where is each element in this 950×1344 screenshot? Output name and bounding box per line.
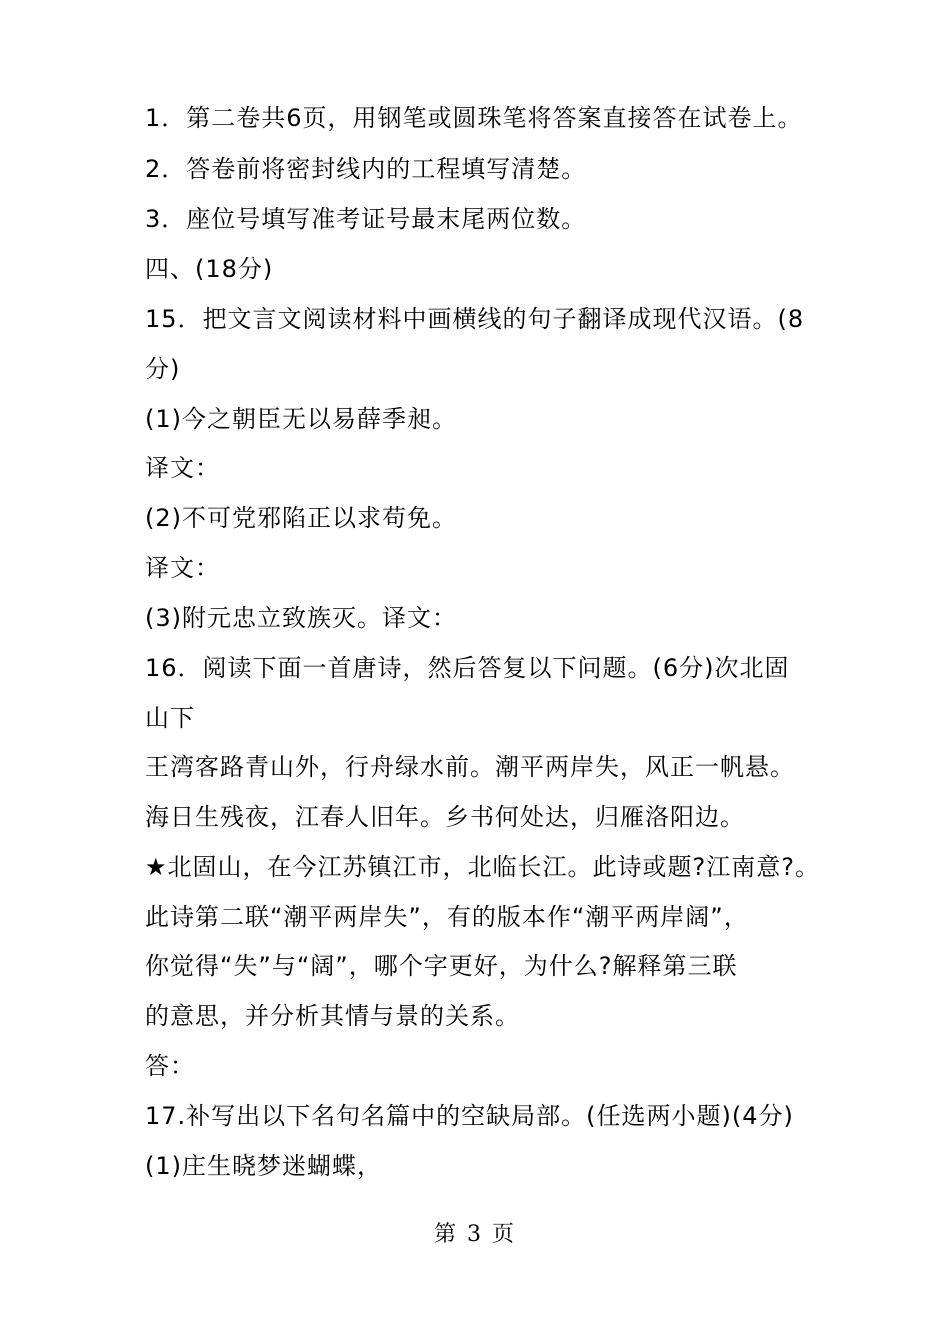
- question-16-prompt-3: 的意思，并分析其情与景的关系。: [145, 1002, 520, 1030]
- question-16: 16．阅读下面一首唐诗，然后答复以下问题。(6分)次北固: [145, 654, 790, 682]
- question-17: 17.补写出以下名句名篇中的空缺局部。(任选两小题)(4分): [145, 1102, 794, 1130]
- section-heading: 四、(18分): [145, 255, 274, 283]
- question-15-cont: 分): [145, 355, 181, 383]
- q15-item-1: (1)今之朝臣无以易薛季昶。: [145, 405, 457, 433]
- instruction-1: 1．第二卷共6页，用钢笔或圆珠笔将答案直接答在试卷上。: [145, 104, 803, 132]
- question-15: 15．把文言文阅读材料中画横线的句子翻译成现代汉语。(8: [145, 305, 805, 333]
- poem-line-2: 海日生残夜，江春人旧年。乡书何处达，归雁洛阳边。: [145, 803, 745, 831]
- poem-note: ★北固山，在今江苏镇江市，北临长江。此诗或题?江南意?。: [145, 853, 820, 881]
- instruction-3: 3．座位号填写准考证号最末尾两位数。: [145, 205, 587, 233]
- page-number: 第 3 页: [434, 1222, 516, 1247]
- q15-item-3: (3)附元忠立致族灭。译文：: [145, 604, 457, 632]
- instruction-2: 2．答卷前将密封线内的工程填写清楚。: [145, 155, 587, 183]
- q15-item-2: (2)不可党邪陷正以求苟免。: [145, 504, 457, 532]
- q17-item-1: (1)庄生晓梦迷蝴蝶，: [145, 1152, 382, 1180]
- translation-label-2: 译文：: [145, 554, 220, 582]
- question-16-prompt-1: 此诗第二联“潮平两岸失”，有的版本作“潮平两岸阔”，: [145, 903, 749, 931]
- question-16-cont: 山下: [145, 704, 195, 732]
- translation-label-1: 译文：: [145, 454, 220, 482]
- question-16-prompt-2: 你觉得“失”与“阔”，哪个字更好，为什么?解释第三联: [145, 952, 738, 980]
- poem-line-1: 王湾客路青山外，行舟绿水前。潮平两岸失，风正一帆悬。: [145, 753, 795, 781]
- answer-label: 答：: [145, 1052, 195, 1080]
